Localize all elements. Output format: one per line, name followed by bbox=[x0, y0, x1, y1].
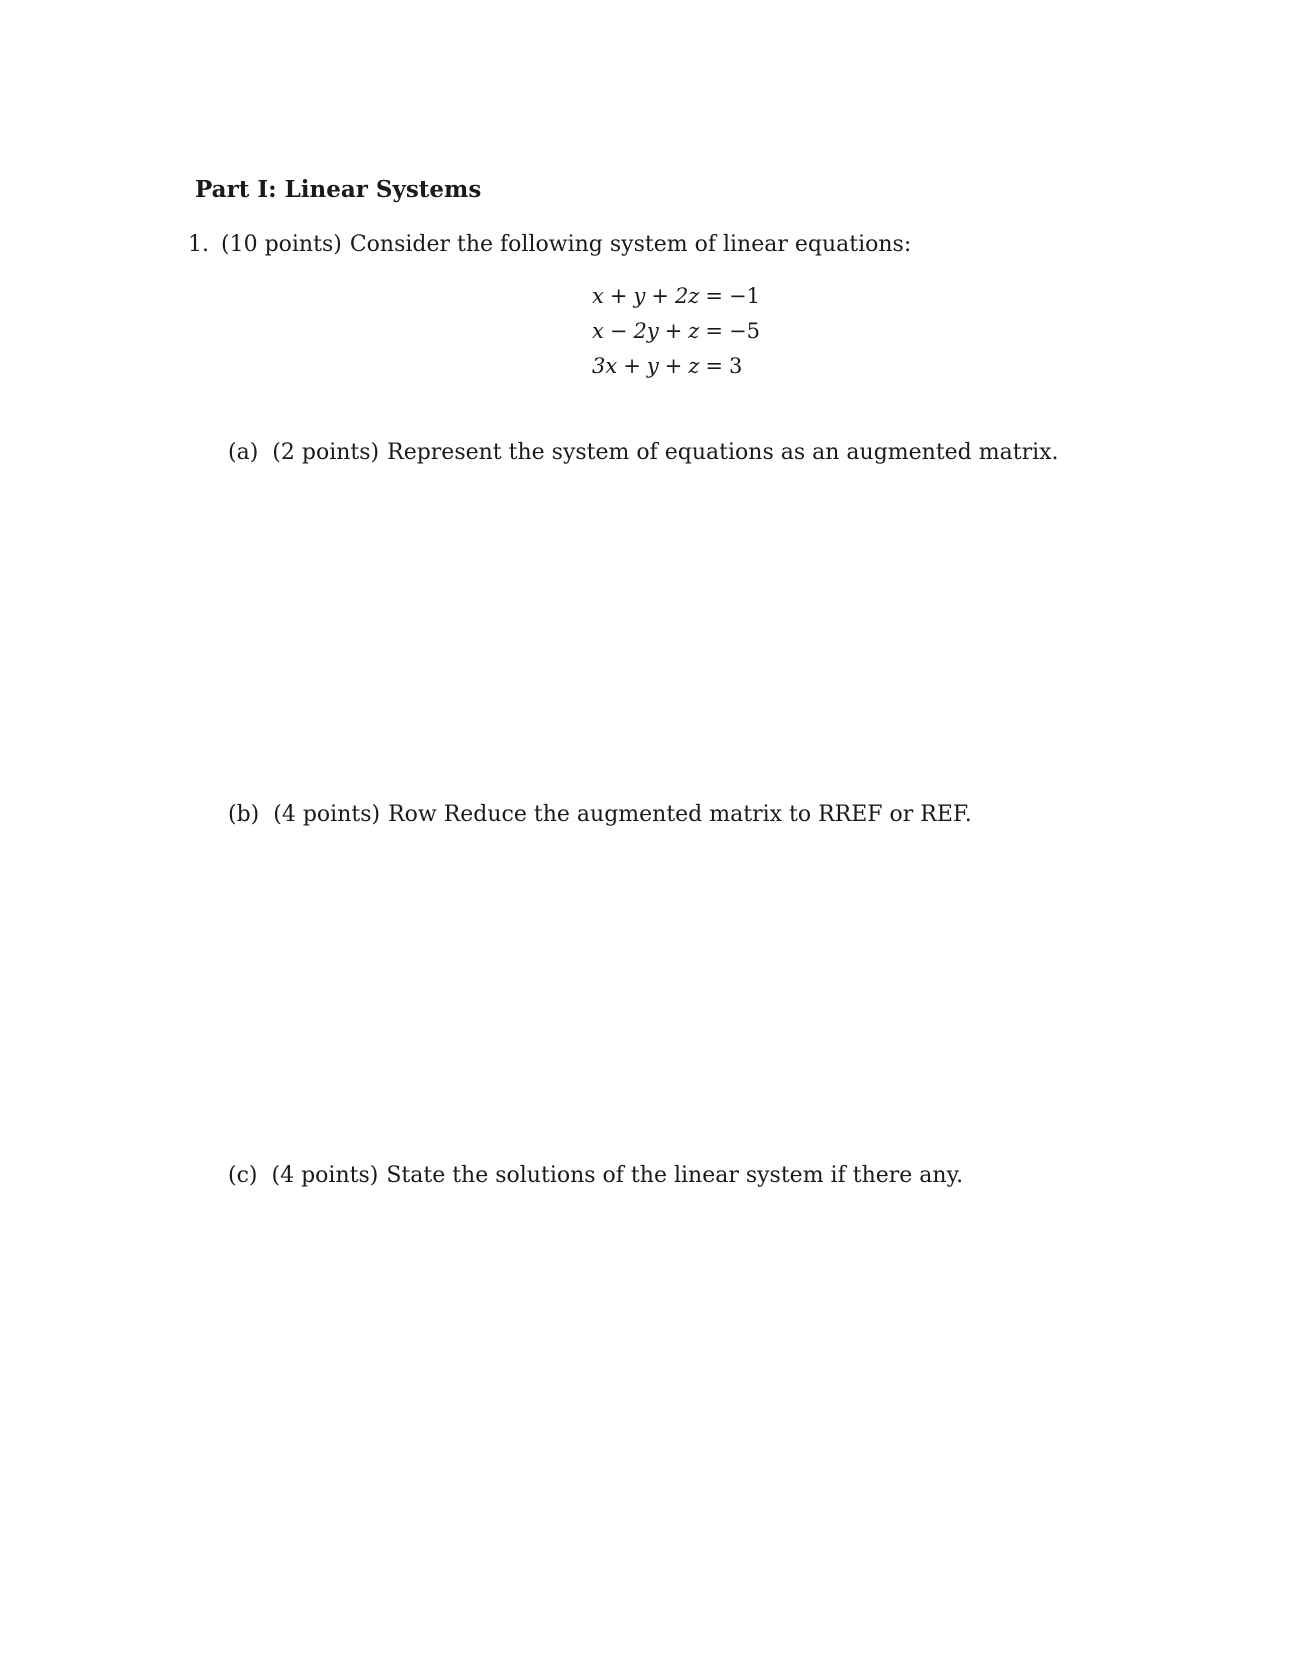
operator: + bbox=[664, 319, 683, 343]
operator: + bbox=[623, 354, 641, 378]
operator: − bbox=[609, 319, 628, 343]
term: 2z bbox=[674, 284, 700, 308]
term: x bbox=[592, 284, 604, 308]
equation-row bbox=[592, 354, 742, 378]
question-points: (10 points) bbox=[221, 232, 342, 257]
right-hand-side: −1 bbox=[728, 284, 760, 308]
question-prompt: Consider the following system of linear equations: bbox=[349, 232, 912, 257]
question-1 bbox=[188, 232, 911, 257]
term: z bbox=[688, 354, 700, 378]
part-b bbox=[228, 802, 972, 827]
term: 2y bbox=[633, 319, 659, 343]
part-label: (b) bbox=[228, 802, 260, 827]
operator: + bbox=[664, 354, 683, 378]
part-a bbox=[228, 440, 1059, 465]
part-c bbox=[228, 1163, 963, 1188]
part-label: (a) bbox=[228, 440, 259, 465]
term: y bbox=[646, 354, 659, 378]
section-title: Part I: Linear Systems bbox=[195, 176, 482, 203]
part-points: (2 points) bbox=[272, 440, 380, 465]
equals-sign: = bbox=[705, 319, 723, 343]
part-points: (4 points) bbox=[271, 1163, 379, 1188]
part-text: Row Reduce the augmented matrix to RREF or REF. bbox=[388, 802, 972, 827]
part-text: State the solutions of the linear system if there any. bbox=[386, 1163, 964, 1188]
part-text: Represent the system of equations as an augmented matrix. bbox=[387, 440, 1059, 465]
question-number: 1. bbox=[188, 232, 209, 257]
part-label: (c) bbox=[228, 1163, 258, 1188]
operator: + bbox=[609, 284, 628, 308]
term: x bbox=[592, 319, 604, 343]
operator: + bbox=[651, 284, 669, 308]
part-points: (4 points) bbox=[273, 802, 381, 827]
term: 3x bbox=[592, 354, 618, 378]
equation-row bbox=[592, 319, 760, 343]
right-hand-side: 3 bbox=[729, 354, 743, 378]
equals-sign: = bbox=[705, 284, 723, 308]
equation-row bbox=[592, 284, 760, 308]
equals-sign: = bbox=[705, 354, 723, 378]
term: y bbox=[633, 284, 646, 308]
right-hand-side: −5 bbox=[728, 319, 760, 343]
term: z bbox=[688, 319, 700, 343]
